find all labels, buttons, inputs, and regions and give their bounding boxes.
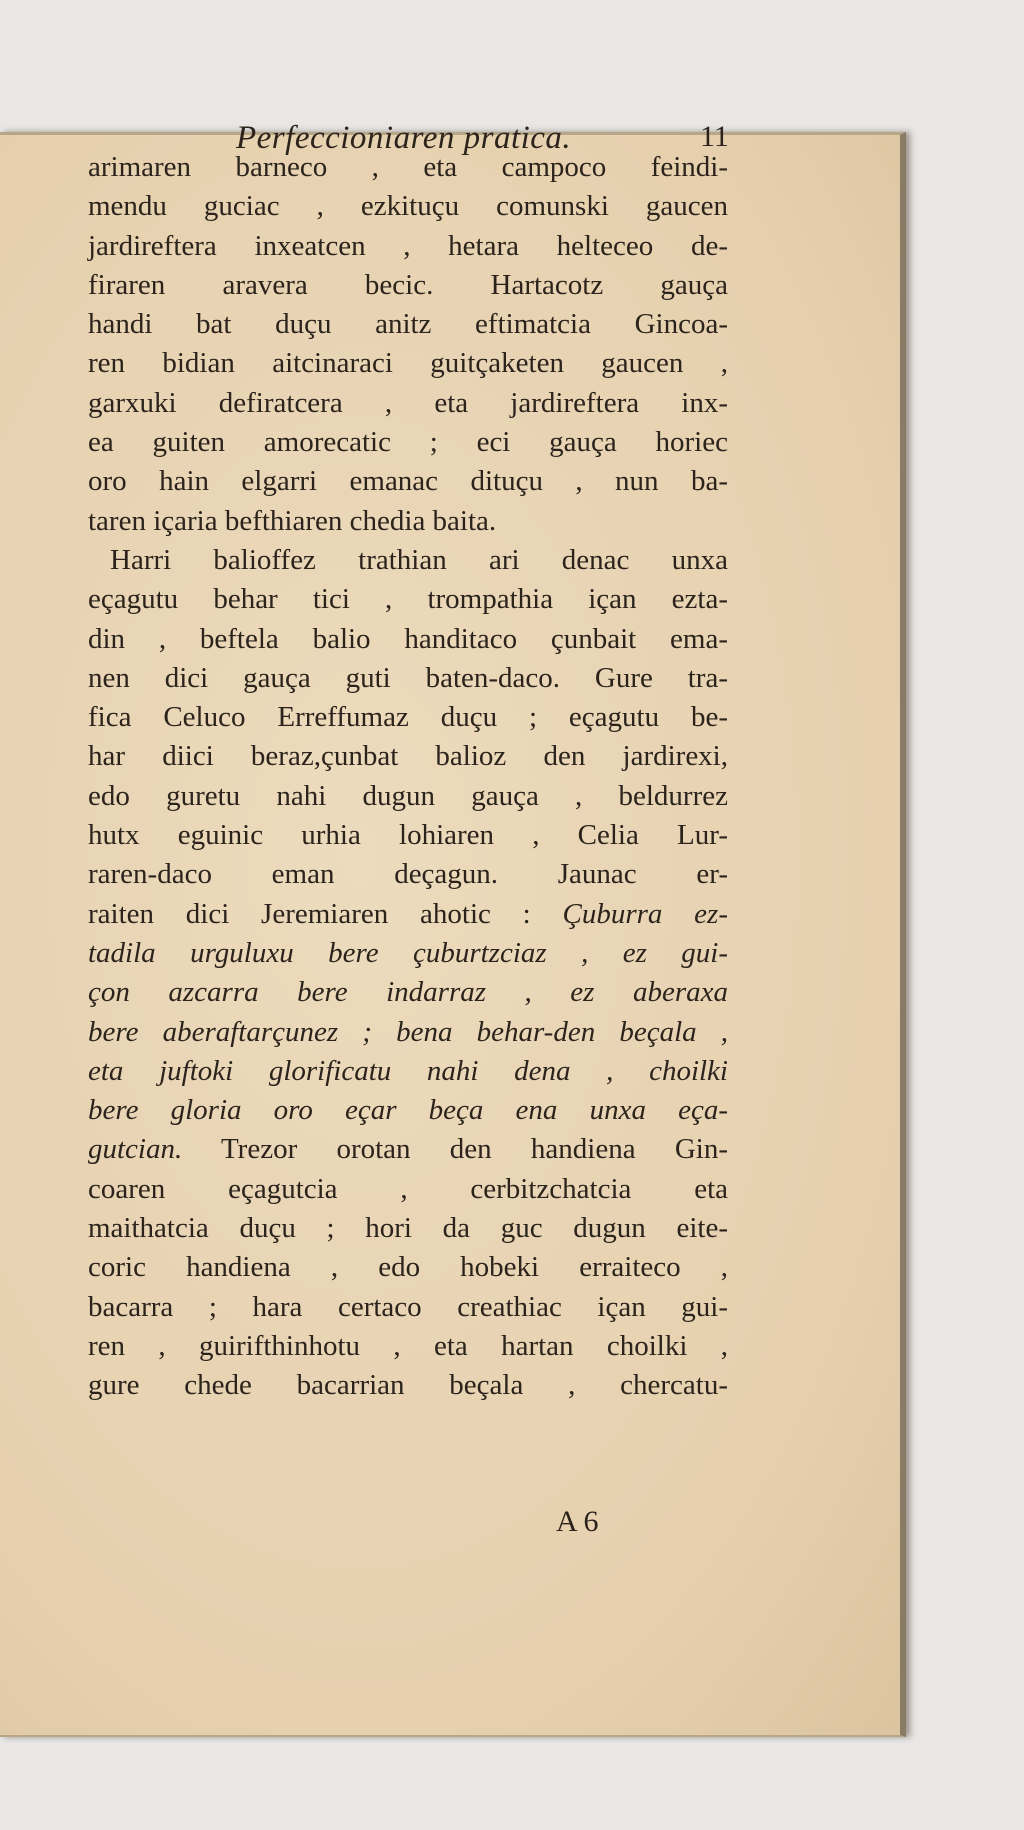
text-line: hutx eguinic urhia lohiaren , Celia Lur- bbox=[88, 819, 728, 852]
text-line: eta juftoki glorificatu nahi dena , choilki bbox=[88, 1054, 728, 1087]
text-line: bacarra ; hara certaco creathiac içan gui- bbox=[88, 1290, 728, 1323]
text-line: bere gloria oro eçar beça ena unxa eça- bbox=[88, 1094, 728, 1127]
page-number: 11 bbox=[700, 120, 729, 153]
text-line: handi bat duçu anitz eftimatcia Gincoa- bbox=[88, 308, 728, 341]
italic-fragment: bena behar-den beçala , bbox=[396, 1015, 729, 1048]
text-line: nen dici gauça guti baten-daco. Gure tra- bbox=[88, 661, 728, 694]
text-line: coaren eçagutcia , cerbitzchatcia eta bbox=[88, 1172, 728, 1205]
italic-fragment: Çuburra ez- bbox=[562, 897, 728, 930]
text-line: ea guiten amorecatic ; eci gauça horiec bbox=[88, 426, 728, 459]
text-line: edo guretu nahi dugun gauça , beldurrez bbox=[88, 779, 728, 812]
text-line-mixed bbox=[88, 1013, 728, 1052]
text-fragment: raiten dici Jeremiaren ahotic : bbox=[88, 897, 563, 930]
text-line: coric handiena , edo hobeki erraiteco , bbox=[88, 1251, 728, 1284]
text-line-mixed bbox=[88, 895, 728, 934]
text-line: firaren aravera becic. Hartacotz gauça bbox=[88, 268, 728, 301]
text-line: maithatcia duçu ; hori da guc dugun eite- bbox=[88, 1212, 728, 1245]
text-line: oro hain elgarri emanac dituçu , nun ba- bbox=[88, 465, 728, 498]
italic-fragment: gutcian. bbox=[88, 1133, 183, 1166]
text-line: arimaren barneco , eta campoco feindi- bbox=[88, 151, 728, 183]
text-line: eçagutu behar tici , trompathia içan ezta- bbox=[88, 583, 728, 616]
text-line: ren bidian aitcinaraci guitçaketen gaucen , bbox=[88, 347, 728, 380]
text-line: fica Celuco Erreffumaz duçu ; eçagutu be- bbox=[88, 701, 728, 734]
text-line: Harri balioffez trathian ari denac unxa bbox=[110, 543, 728, 576]
running-title: Perfeccioniaren pratica. bbox=[236, 120, 572, 156]
text-line: mendu guciac , ezkituçu comunski gaucen bbox=[88, 190, 728, 223]
text-line: çon azcarra bere indarraz , ez aberaxa bbox=[88, 976, 728, 1009]
text-line: har diici beraz,çunbat balioz den jardirexi, bbox=[88, 740, 728, 773]
text-line: tadila urguluxu bere çuburtzciaz , ez gui- bbox=[88, 936, 728, 969]
text-fragment: bere aberaftarçunez ; bbox=[88, 1015, 397, 1048]
text-line: garxuki defiratcera , eta jardireftera inx- bbox=[88, 386, 728, 419]
text-line: ren , guirifthinhotu , eta hartan choilki , bbox=[88, 1329, 728, 1362]
text-line: din , beftela balio handitaco çunbait ema- bbox=[88, 622, 728, 655]
body-text bbox=[88, 148, 728, 1406]
signature-mark: A 6 bbox=[556, 1505, 599, 1538]
text-fragment: Trezor orotan den handiena Gin- bbox=[182, 1133, 728, 1166]
text-line: gure chede bacarrian beçala , chercatu- bbox=[88, 1369, 728, 1402]
text-line-mixed bbox=[88, 1130, 728, 1169]
text-line: raren-daco eman deçagun. Jaunac er- bbox=[88, 858, 728, 891]
text-line: jardireftera inxeatcen , hetara helteceo de- bbox=[88, 229, 728, 262]
text-line: taren içaria befthiaren chedia baita. bbox=[88, 504, 497, 537]
